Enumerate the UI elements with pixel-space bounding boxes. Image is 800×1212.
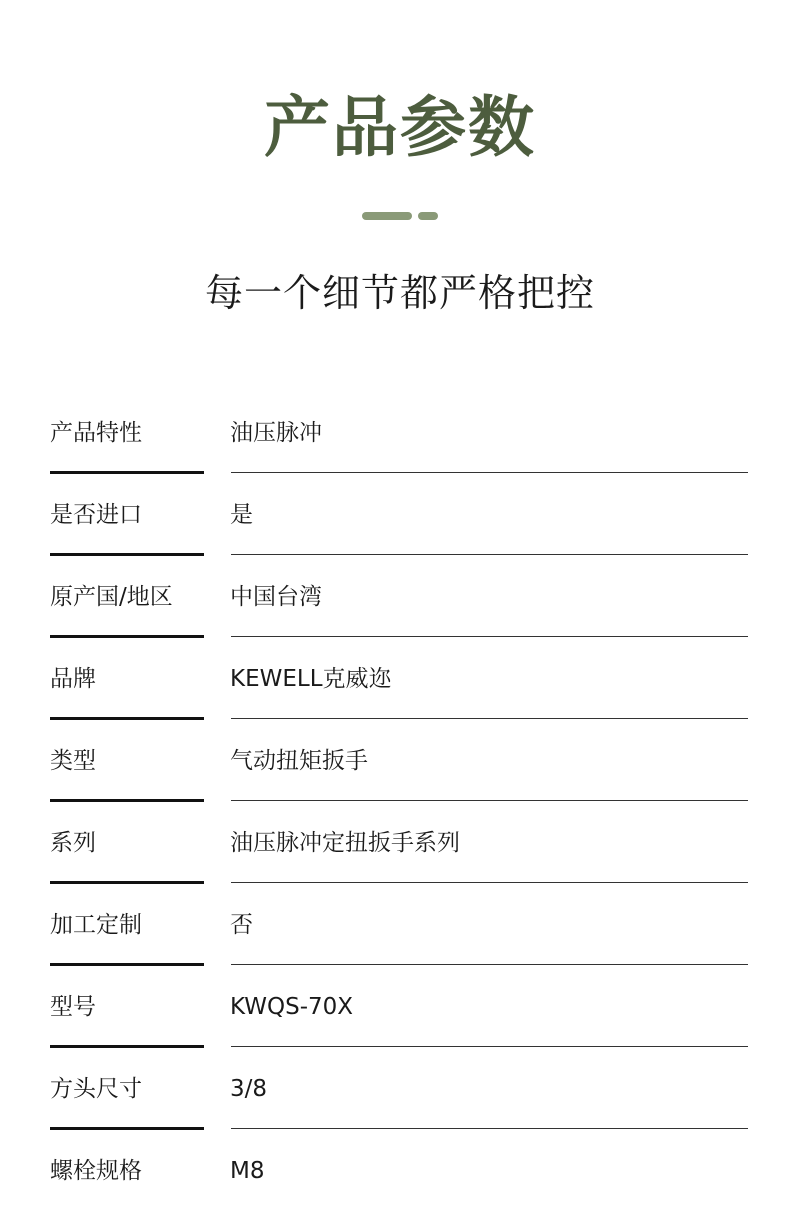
divider-long-bar [362, 212, 412, 220]
value-underline [231, 1046, 748, 1047]
spec-label: 是否进口 [50, 502, 142, 528]
spec-value: 中国台湾 [230, 584, 322, 610]
page-title: 产品参数 [264, 89, 536, 166]
spec-value: 否 [230, 912, 253, 938]
value-underline [231, 882, 748, 883]
title-divider-decoration [0, 212, 800, 221]
spec-label: 系列 [50, 830, 96, 856]
value-underline [231, 636, 748, 637]
spec-value: M8 [230, 1158, 265, 1184]
spec-row-imported [0, 474, 800, 556]
spec-row-type [0, 720, 800, 802]
value-underline [231, 1128, 748, 1129]
spec-row-square-drive [0, 1048, 800, 1130]
spec-value: 气动扭矩扳手 [230, 748, 368, 774]
value-underline [231, 964, 748, 965]
value-underline [231, 472, 748, 473]
spec-label: 产品特性 [50, 420, 142, 446]
spec-label: 类型 [50, 748, 96, 774]
spec-row-origin [0, 556, 800, 638]
spec-label: 品牌 [50, 666, 96, 692]
spec-value: 油压脉冲定扭扳手系列 [230, 830, 460, 856]
spec-label: 原产国/地区 [50, 584, 173, 610]
spec-row-customization [0, 884, 800, 966]
spec-label: 螺栓规格 [50, 1158, 142, 1184]
spec-table [0, 392, 800, 1212]
divider-short-bar [418, 212, 438, 220]
spec-row-bolt-size [0, 1130, 800, 1212]
page-subtitle: 每一个细节都严格把控 [204, 271, 595, 315]
spec-label: 方头尺寸 [50, 1076, 142, 1102]
spec-value: KWQS-70X [230, 994, 354, 1020]
spec-row-model [0, 966, 800, 1048]
spec-value: 油压脉冲 [230, 420, 322, 446]
value-underline [231, 800, 748, 801]
spec-row-brand [0, 638, 800, 720]
spec-label: 加工定制 [50, 912, 142, 938]
value-underline [231, 718, 748, 719]
spec-row-series [0, 802, 800, 884]
value-underline [231, 554, 748, 555]
spec-row-feature [0, 392, 800, 474]
spec-value: KEWELL克威迩 [230, 666, 392, 692]
spec-value: 3/8 [230, 1076, 268, 1102]
spec-label: 型号 [50, 994, 96, 1020]
spec-value: 是 [230, 502, 253, 528]
